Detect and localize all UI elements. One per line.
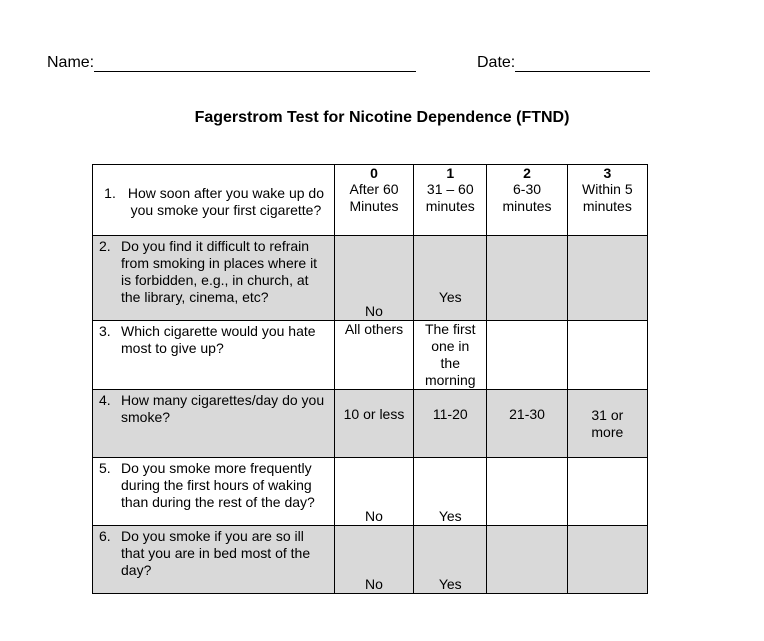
score-header-0: 0 (370, 165, 378, 181)
question-text: How soon after you wake up do you smoke your first cigarette? (127, 185, 324, 218)
option-cell-1[interactable]: Yes (414, 236, 487, 321)
question-number: 5. (99, 460, 111, 476)
score-1-cell[interactable] (414, 165, 487, 236)
question-cell (93, 390, 335, 458)
question-row-3 (93, 321, 648, 390)
option-text: After 60 Minutes (349, 181, 399, 214)
option-cell-3[interactable] (567, 321, 647, 390)
question-cell (93, 321, 335, 390)
question-number: 3. (99, 323, 111, 339)
option-cell-3[interactable]: 31 or more (567, 390, 647, 458)
name-field[interactable] (47, 54, 416, 72)
option-cell-2[interactable] (487, 236, 567, 321)
option-cell-1[interactable]: 11-20 (414, 390, 487, 458)
score-header-1: 1 (446, 165, 455, 181)
ftnd-table (92, 164, 648, 594)
question-cell (93, 165, 335, 236)
question-number: 1. (104, 185, 116, 201)
option-cell-1[interactable]: Yes (414, 458, 487, 526)
score-0-cell[interactable] (334, 165, 413, 236)
question-cell (93, 458, 335, 526)
option-cell-3[interactable] (567, 458, 647, 526)
question-text: Do you smoke if you are so ill that you are in bed most of the day? (121, 528, 311, 578)
date-label: Date: (477, 54, 516, 71)
option-cell-0[interactable]: No (334, 236, 413, 321)
score-3-cell[interactable] (567, 165, 647, 236)
question-text: How many cigarettes/day do you smoke? (121, 392, 325, 425)
option-cell-3[interactable] (567, 236, 647, 321)
question-row-6 (93, 526, 648, 594)
question-row-1 (93, 165, 648, 236)
document-title: Fagerstrom Test for Nicotine Dependence (FTND) (194, 109, 570, 126)
question-text: Do you smoke more frequently during the first hours of waking than during the rest of the day? (121, 460, 315, 510)
option-cell-3[interactable] (567, 526, 647, 594)
option-cell-0[interactable]: No (334, 526, 413, 594)
question-row-2 (93, 236, 648, 321)
score-header-2: 2 (523, 165, 531, 181)
name-label: Name: (47, 54, 95, 71)
option-text: 31 – 60 minutes (425, 181, 475, 214)
question-number: 2. (99, 238, 111, 254)
option-text: Within 5 minutes (582, 181, 633, 214)
question-number: 4. (99, 392, 111, 408)
question-cell (93, 236, 335, 321)
question-cell (93, 526, 335, 594)
question-number: 6. (99, 528, 111, 544)
option-cell-1[interactable]: The first one in the morning (414, 321, 487, 390)
option-cell-0[interactable]: 10 or less (334, 390, 413, 458)
question-text: Do you find it difficult to refrain from smoking in places where it is forbidden, e.g., in church, at the library, cinema, etc? (121, 238, 318, 305)
date-input-line[interactable] (515, 55, 650, 72)
option-cell-0[interactable]: No (334, 458, 413, 526)
question-row-4 (93, 390, 648, 458)
option-cell-2[interactable]: 21-30 (487, 390, 567, 458)
option-cell-1[interactable]: Yes (414, 526, 487, 594)
option-cell-2[interactable] (487, 321, 567, 390)
score-header-3: 3 (603, 165, 612, 181)
date-field[interactable] (477, 54, 650, 72)
option-cell-2[interactable] (487, 458, 567, 526)
option-cell-2[interactable] (487, 526, 567, 594)
option-cell-0[interactable]: All others (334, 321, 413, 390)
option-text: 6-30 minutes (502, 181, 552, 214)
score-2-cell[interactable] (487, 165, 567, 236)
name-input-line[interactable] (94, 55, 416, 72)
question-row-5 (93, 458, 648, 526)
question-text: Which cigarette would you hate most to give up? (121, 323, 316, 356)
